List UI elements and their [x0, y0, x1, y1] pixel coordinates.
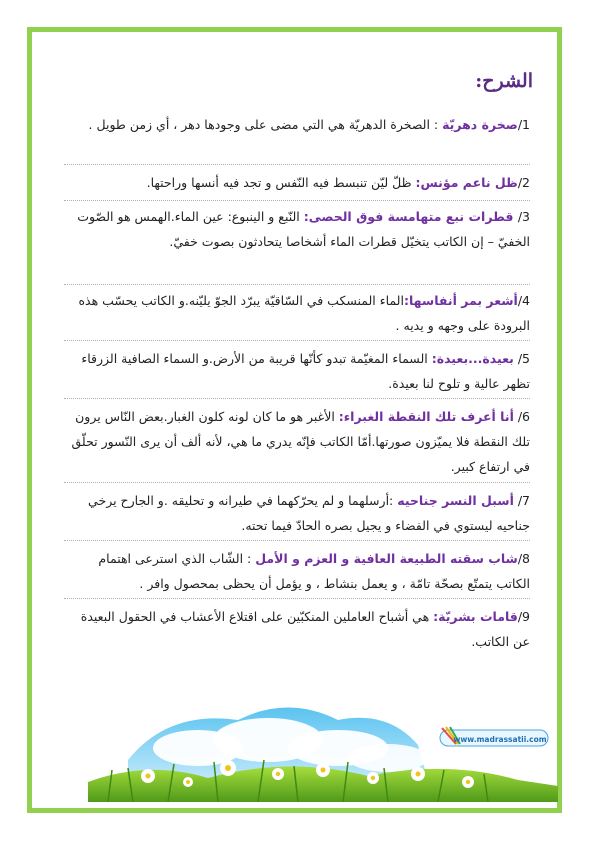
item-2 [64, 170, 530, 195]
logo-graphic [438, 724, 550, 752]
item-text: النّبع و الينبوع: عين الماء.الهمس هو الصّوت الخفيّ – إن الكاتب يتخيّل قطرات الماء أشخاصا يتحادثون بصوت خفيّ. [77, 209, 530, 249]
item-number: 9/ [517, 609, 530, 624]
item-3 [64, 204, 530, 254]
item-term: قطرات نبع متهامسة فوق الحصى: [303, 209, 518, 224]
item-7 [64, 488, 530, 538]
item-number: 4/ [517, 293, 530, 308]
item-number: 1/ [517, 117, 530, 132]
separator [64, 398, 530, 399]
item-number: 3/ [517, 209, 530, 224]
separator [64, 340, 530, 341]
item-1 [64, 112, 530, 137]
item-text: السماء المغيّمة تبدو كأنّها قريبة من الأرض.و السماء الصافية الزرقاء تظهر عالية و تلوح لنا بعيدة. [81, 351, 530, 391]
item-text: هي أشباح العاملين المنكبّين على اقتلاع الأعشاب في الحقول البعيدة عن الكاتب. [80, 609, 530, 649]
item-5 [64, 346, 530, 396]
item-text: ظلّ ليّن تنبسط فيه النّفس و تجد فيه أنسها وراحتها. [146, 175, 416, 190]
item-4 [64, 288, 530, 338]
item-term: ظل ناعم مؤنس: [415, 175, 518, 190]
separator [64, 540, 530, 541]
separator [64, 482, 530, 483]
item-number: 5/ [513, 351, 530, 366]
logo-text: www.madrassatii.com [453, 735, 547, 744]
section-title: الشرح: [475, 70, 533, 92]
separator [64, 284, 530, 285]
item-number: 7/ [513, 493, 530, 508]
item-term: صخرة دهريّة [442, 117, 518, 132]
item-text: :أرسلهما و لم يحرّكهما في طيرانه و تحليقه .و الجارح يرخي جناحيه ليستوي في الفضاء و يجيل بصره الحادّ فيما تحته. [88, 493, 530, 533]
item-text: : الصخرة الدهريّة هي التي مضى على وجودها دهر ، أي زمن طويل . [88, 117, 443, 132]
item-8 [64, 546, 530, 596]
item-number: 8/ [517, 551, 530, 566]
item-text: : الشّاب الذي استرعى اهتمام الكاتب يتمتّع بصحّة تامّة ، و يعمل بنشاط ، و يؤمل أن يحظى بمحصول وافر . [98, 551, 530, 591]
item-number: 2/ [517, 175, 530, 190]
item-term: أنا أعرف تلك النقطة الغبراء: [338, 409, 514, 424]
separator [64, 598, 530, 599]
separator [64, 200, 530, 201]
item-text: الماء المنسكب في السّاقيّة يبرّد الجوّ يليّنه.و الكاتب يحسّب هذه البرودة على وجهه و يديه . [78, 293, 530, 333]
item-text: الأغبر هو ما كان لونه كلون الغبار.بعض النّاس يرون تلك النقطة فلا يميّزون صورتها.أمّا الكاتب فإنّه يدري ما هي، لأنه ألف أن يرى النّسور تحلّق في ارتفاع كبير. [71, 409, 530, 474]
item-6 [64, 404, 530, 479]
item-term: بعيدة...بعيدة: [431, 351, 514, 366]
item-term: أسبل النسر جناحيه [397, 493, 514, 508]
item-9 [64, 604, 530, 654]
item-term: أشعر بمر أنفاسها: [403, 293, 518, 308]
separator [64, 164, 530, 165]
site-logo [438, 724, 550, 752]
item-number: 6/ [513, 409, 530, 424]
item-term: شاب سقته الطبيعة العافية و العزم و الأمل [255, 551, 518, 566]
item-term: قامات بشريّة: [433, 609, 518, 624]
